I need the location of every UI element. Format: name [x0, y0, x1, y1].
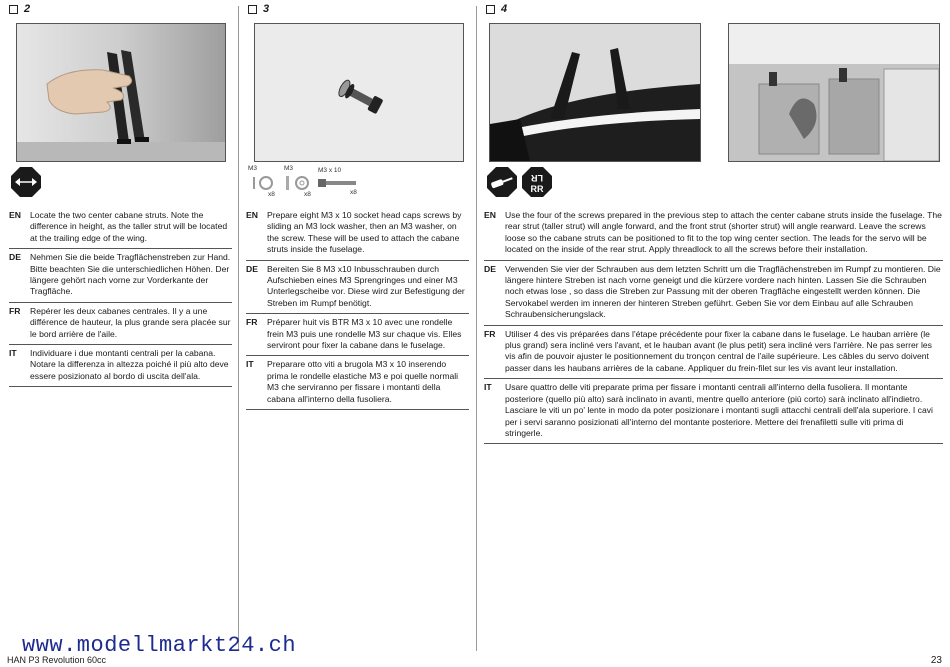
- photo-hand-holding-struts: [16, 23, 226, 162]
- column-divider: [238, 6, 239, 651]
- screw-label: M3 x 10: [318, 167, 342, 174]
- step-4-instructions: [484, 207, 943, 444]
- screwdriver-icon: [486, 166, 518, 198]
- instruction-fr: FR Utiliser 4 des vis préparées dans l'étape précédente pour fixer la cabane dans le fuselage. Le hauban arrière (le plus grand) sera incliné vers l'avant, et le hauban avant (le plus petit) sera incliné vers l'arrière. Ne pas serrer les vis afin de pouvoir ajuster le positionnement du tronçon central de l'aile supérieure. Les câbles du servo doivent passer dans les haubans arrières de la cabane. Appliquer du frein-filet sur les vis avant leur installation.: [484, 326, 943, 380]
- step-4-header: [486, 3, 507, 15]
- instruction-fr: FR Repérer les deux cabanes centrales. Il y a une différence de hauteur, la plus grande sera placée sur le bord arrière de l'aile.: [9, 303, 232, 345]
- instruction-en: EN Prepare eight M3 x 10 socket head caps screws by sliding an M3 lock washer, then an M3 washer, on the screw. These will be used to attach the cabane struts inside the fuselage.: [246, 207, 469, 261]
- step-number: 3: [263, 3, 270, 15]
- instruction-de: DE Bereiten Sie 8 M3 x10 Inbusschrauben durch Aufschieben eines M3 Sprengringes und einer M3 Unterlegscheibe vor. Diese wird zur Befestigung der Streben im Rumpf benötigt.: [246, 261, 469, 315]
- checkbox-icon[interactable]: [248, 5, 257, 14]
- checkbox-icon[interactable]: [486, 5, 495, 14]
- washer-label: M3: [284, 165, 294, 172]
- threadlock-icon: [521, 166, 553, 198]
- instruction-de: DE Nehmen Sie die beide Tragflächenstreben zur Hand. Bitte beachten Sie die unterschiedlichen Höhen. Der längere gehört nach vorne zur Vorderkante der Tragfläche.: [9, 249, 232, 303]
- step-number: 2: [24, 3, 31, 15]
- instruction-en: EN Use the four of the screws prepared in the previous step to attach the center cabane struts inside the fuselage. The rear strut (taller strut) will angle forward, and the front strut (shorter strut) will angle rearward. Leave the screws loose so the cabane struts can be positioned to fit to the top wing center section. The leads for the servo will be located on the inside of the rear strut. Apply threadlock to all the screws before their installation.: [484, 207, 943, 261]
- instruction-it: IT Preparare otto viti a brugola M3 x 10 inserendo prima le rondelle elastiche M3 e poi quelle normali M3 che serviranno per fissare i montanti della cabana all'interno della fusoliera.: [246, 356, 469, 410]
- instruction-fr: FR Préparer huit vis BTR M3 x 10 avec une rondelle frein M3 puis une rondelle M3 sur chaque vis. Elles serviront pour fixer la cabane dans le fuselage.: [246, 314, 469, 356]
- photo-struts-on-fuselage: [489, 23, 701, 162]
- hardware-illustration: [246, 165, 366, 201]
- footer-title: HAN P3 Revolution 60cc: [7, 655, 107, 665]
- instruction-en: EN Locate the two center cabane struts. Note the difference in height, as the taller strut will be located at the trailing edge of the wing.: [9, 207, 232, 249]
- instruction-it: IT Individuare i due montanti centrali per la cabana. Notare la differenza in altezza poiché il più alto deve essere posizionato al bordo di uscita dell'ala.: [9, 345, 232, 387]
- qty-lock-washer: x8: [268, 191, 275, 198]
- step-3-header: [248, 3, 269, 15]
- lock-washer-label: M3: [248, 165, 258, 172]
- watermark-url: www.modellmarkt24.ch: [22, 633, 297, 658]
- step-number: 4: [501, 3, 508, 15]
- qty-washer: x8: [304, 191, 311, 198]
- checkbox-icon[interactable]: [9, 5, 18, 14]
- step-2-instructions: [9, 207, 232, 387]
- page-number: 23: [930, 655, 942, 666]
- column-divider: [476, 6, 477, 651]
- photo-screw-with-washers: [254, 23, 464, 162]
- svg-text:RR: RR: [530, 184, 544, 194]
- instruction-it: IT Usare quattro delle viti preparate prima per fissare i montanti centrali all'interno della fusoliera. Il montante posteriore (quello più alto) sarà inclinato in avanti, mentre quello anteriore (più corto) sarà inclinato all'indietro. Lasciare le viti un po' lente in modo da poter posizionare i montanti sugli attacchi centrali dell'ala superiore. I cavi per i servi saranno posizionati all'interno del montante posteriore. Mettere dei frenafiletti sulle viti prima di stringerle.: [484, 379, 943, 444]
- instruction-de: DE Verwenden Sie vier der Schrauben aus dem letzten Schritt um die Tragflächenstreben im Rumpf zu montieren. Die längere hintere Streben ist nach vorne geneigt und die kürzere vordere nach hinten. Lassen Sie die Schrauben noch etwas lose , so dass die Streben zur Passung mit der oberen Tragfläche eingestellt werden können. Die Servokabel werden im inneren der hinteren Streben geführt. Geben Sie vor dem Einbau auf alle Schrauben Schraubensicherungslack.: [484, 261, 943, 326]
- step-3-instructions: [246, 207, 469, 410]
- svg-text:LR: LR: [531, 173, 543, 183]
- photo-fuselage-interior: [728, 23, 940, 162]
- qty-screw: x8: [350, 189, 357, 196]
- direction-arrows-icon: [10, 166, 42, 198]
- step-2-header: [9, 3, 30, 15]
